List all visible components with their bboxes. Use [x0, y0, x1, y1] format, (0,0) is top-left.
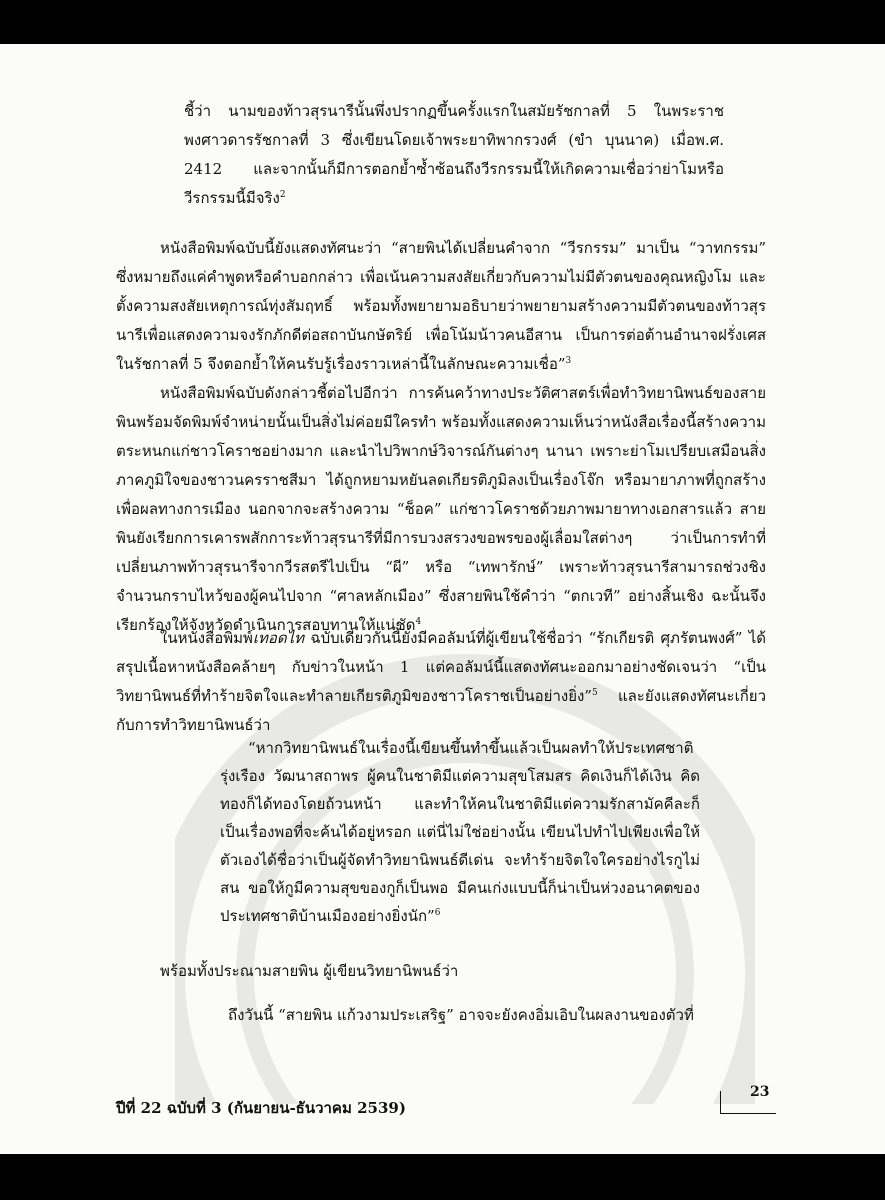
page-number: 23 [750, 1084, 770, 1100]
paragraph-1: ชี้ว่า นามของท้าวสุรนารีนั้นพึ่งปรากฏขึ้นครั้งแรกในสมัยรัชกาลที่ 5 ในพระราชพงศาวดารรัชกาลที่ 3 ซึ่งเขียนโดยเจ้าพระยาทิพากรวงศ์ (ขำ บุนนาค) เมื่อพ.ศ. 2412 และจากนั้นก็มีการตอกย้ำซ้ำซ้อนถึงวีรกรรมนี้ให้เกิดความเชื่อว่าย่าโมหรือวีรกรรมนี้มีจริง$^2$ [184, 102, 724, 207]
paragraph-4: ในหนังสือพิมพ์เทอดไท ฉบับเดียวกันนี้ยังมีคอลัมน์ที่ผู้เขียนใช้ชื่อว่า “รักเกียรติ ศุภรัตนพงศ์” ได้สรุปเนื้อหาหนังสือคล้ายๆ กับข่าวในหน้า 1 แต่คอลัมน์นี้แสดงทัศนะออกมาอย่างชัดเจนว่า “เป็นวิทยานิพนธ์ที่ทำร้ายจิตใจและทำลายเกียรติภูมิของชาวโคราชเป็นอย่างยิ่ง”$^5$ และยังแสดงทัศนะเกี่ยวกับการทำวิทยานิพนธ์ว่า [116, 629, 766, 734]
paragraph-6: ถึงวันนี้ “สายพิน แก้วงามประเสริฐ” อาจจะยังคงอิ่มเอิบในผลงานของตัวที่ [228, 1006, 694, 1024]
journal-issue: ปีที่ 22 ฉบับที่ 3 (กันยายน-ธันวาคม 2539) [116, 1099, 406, 1117]
paragraph-3: หนังสือพิมพ์ฉบับดังกล่าวชี้ต่อไปอีกว่า การค้นคว้าทางประวัติศาสตร์เพื่อทำวิทยานิพนธ์ของสายพินพร้อมจัดพิมพ์จำหน่ายนั้นเป็นสิ่งไม่ค่อยมีใครทำ พร้อมทั้งแสดงความเห็นว่าหนังสือเรื่องนี้สร้างความตระหนกแก่ชาวโคราชอย่างมาก และนำไปวิพากษ์วิจารณ์กันต่างๆ นานา เพราะย่าโมเปรียบเสมือนสิ่งภาคภูมิใจของชาวนครราชสีมา ได้ถูกหยามหยันลดเกียรติภูมิลงเป็นเรื่องโจ๊ก หรือมายาภาพที่ถูกสร้างเพื่อผลทางการเมือง นอกจากจะสร้างความ “ช็อค” แก่ชาวโคราชด้วยภาพมายาทางเอกสารแล้ว สายพินยังเรียกการเคารพสักการะท้าวสุรนารีที่มีการบวงสรวงขอพรของผู้เลื่อมใสต่างๆ ว่าเป็นการทำที่เปลี่ยนภาพท้าวสุรนารีจากวีรสตรีไปเป็น “ผี” หรือ “เทพารักษ์” เพราะท้าวสุรนารีสามารถช่วงชิงจำนวนกราบไหว้ของผู้คนไปจาก “ศาลหลักเมือง” ซึ่งสายพินใช้คำว่า “ตกเวที” อย่างสิ้นเชิง ฉะนั้นจึงเรียกร้องให้จังหวัดดำเนินการสอบทานให้แน่ชัด$^4$ [116, 384, 766, 634]
footnote-ref-6: 6 [434, 908, 441, 918]
footnote-ref-3: 3 [565, 356, 572, 366]
paragraph-2: หนังสือพิมพ์ฉบับนี้ยังแสดงทัศนะว่า “สายพินได้เปลี่ยนคำจาก “วีรกรรม” มาเป็น “วาทกรรม” ซึ่งหมายถึงแค่คำพูดหรือคำบอกกล่าว เพื่อเน้นความสงสัยเกี่ยวกับความไม่มีตัวตนของคุณหญิงโม และตั้งความสงสัยเหตุการณ์ทุ่งสัมฤทธิ์ พร้อมทั้งพยายามอธิบายว่าพยายามสร้างความมีตัวตนของท้าวสุรนารีเพื่อแสดงความจงรักภักดีต่อสถาบันกษัตริย์ เพื่อโน้มน้าวคนอีสาน เป็นการต่อต้านอำนาจฝรั่งเศสในรัชกาลที่ 5 จึงตอกย้ำให้คนรับรู้เรื่องราวเหล่านี้ในลักษณะความเชื่อ”$^3$ [116, 239, 766, 373]
newspaper-title: เทอดไท [252, 629, 305, 647]
footnote-ref-2: 2 [279, 190, 286, 200]
paragraph-5: พร้อมทั้งประณามสายพิน ผู้เขียนวิทยานิพนธ์ว่า [160, 962, 459, 980]
footnote-ref-5: 5 [591, 688, 598, 698]
block-quote: “หากวิทยานิพนธ์ในเรื่องนี้เขียนขึ้นทำขึ้นแล้วเป็นผลทำให้ประเทศชาติรุ่งเรือง วัฒนาสถาพร ผู้คนในชาติมีแต่ความสุขโสมสร คิดเงินก็ได้เงิน คิดทองก็ได้ทองโดยถ้วนหน้า และทำให้คนในชาติมีแต่ความรักสามัคคีละก็ เป็นเรื่องพอที่จะค้นได้อยู่หรอก แต่นี่ไม่ใช่อย่างนั้น เขียนไปทำไปเพียงเพื่อให้ตัวเองได้ชื่อว่าเป็นผู้จัดทำวิทยานิพนธ์ดีเด่น จะทำร้ายจิตใจใครอย่างไรกูไม่สน ขอให้กูมีความสุขของกูก็เป็นพอ มีคนเก่งแบบนี้ก็น่าเป็นห่วงอนาคตของประเทศชาติบ้านเมืองอย่างยิ่งนัก”$^6$ [220, 739, 700, 925]
document-page [0, 44, 885, 1154]
footnote-ref-4: 4 [415, 617, 422, 627]
